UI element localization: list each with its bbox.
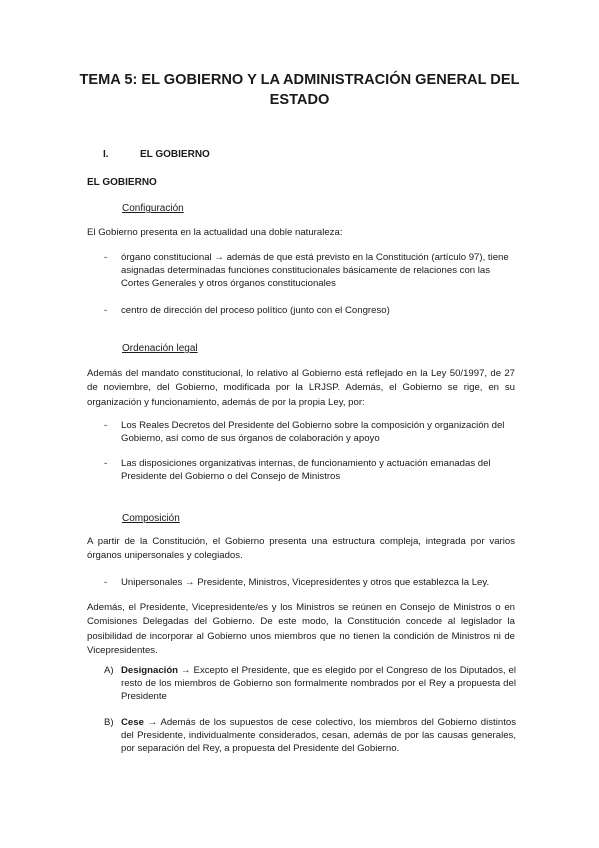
bullet-dash: -: [104, 458, 108, 469]
item-marker: A): [104, 665, 114, 676]
composicion-intro: A partir de la Constitución, el Gobierno presenta una estructura compleja, integrada por varios órganos unipersonales y colegiados.: [87, 536, 515, 562]
bullet-dash: -: [104, 420, 108, 431]
section-number: I.: [103, 149, 109, 160]
bullet-dash: -: [104, 252, 108, 263]
list-item-text: Unipersonales → Presidente, Ministros, Vicepresidentes y otros que establezca la Ley.: [121, 577, 490, 588]
list-item-text: Las disposiciones organizativas internas, de funcionamiento y actuación emanadas del Presidente del Gobierno o del Consejo de Ministros: [121, 458, 491, 482]
document-title: TEMA 5: EL GOBIERNO Y LA ADMINISTRACIÓN GENERAL DEL ESTADO: [79, 72, 520, 108]
item-keyword: Designación: [121, 665, 179, 676]
bullet-dash: -: [104, 305, 108, 316]
lettered-item-text: [121, 664, 516, 704]
lettered-item-text: [121, 716, 516, 756]
composicion-subtitle: Composición: [122, 513, 180, 524]
item-description: → Además de los supuestos de cese colectivo, los miembros del Gobierno distintos del Presidente, individualmente considerados, cesan, además de por las causas generales, por separación del Rey, a propuesta del Presidente del Gobierno.: [121, 717, 516, 755]
composicion-paragraph: Además, el Presidente, Vicepresidente/es y los Ministros se reúnen en Consejo de Ministros o en Comisiones Delegadas del Gobierno. De este modo, la Constitución concede al legislador la posibilidad de incorporar al Gobierno unos miembros que no tienen la condición de Ministros ni de Vicepresidentes.: [87, 602, 515, 657]
list-item-text: Los Reales Decretos del Presidente del Gobierno sobre la composición y organización del Gobierno, así como de sus órganos de colaboración y apoyo: [121, 420, 505, 444]
item-description: → Excepto el Presidente, que es elegido por el Congreso de los Diputados, el resto de los miembros de Gobierno son formalmente nombrados por el Rey a propuesta del Presidente: [121, 665, 516, 703]
item-marker: B): [104, 717, 114, 728]
section-title: EL GOBIERNO: [140, 149, 210, 160]
ordenacion-subtitle: Ordenación legal: [122, 343, 198, 354]
ordenacion-intro: Además del mandato constitucional, lo relativo al Gobierno está reflejado en la Ley 50/1997, de 27 de noviembre, del Gobierno, modificada por la LRJSP. Además, el Gobierno se rige, en su organización y funcionamiento, además de por la propia Ley, por:: [87, 368, 515, 408]
list-item-text: centro de dirección del proceso político (junto con el Congreso): [121, 305, 390, 316]
list-item-text: órgano constitucional → además de que está previsto en la Constitución (artículo 97), tiene asignadas determinadas funciones constitucionales básicamente de relaciones con las Cortes Generales y otros órganos constitucionales: [121, 252, 509, 289]
configuracion-subtitle: Configuración: [122, 203, 184, 214]
configuracion-intro: El Gobierno presenta en la actualidad una doble naturaleza:: [87, 227, 343, 238]
item-keyword: Cese: [121, 717, 144, 728]
subsection-heading: EL GOBIERNO: [87, 177, 157, 188]
bullet-dash: -: [104, 577, 108, 588]
